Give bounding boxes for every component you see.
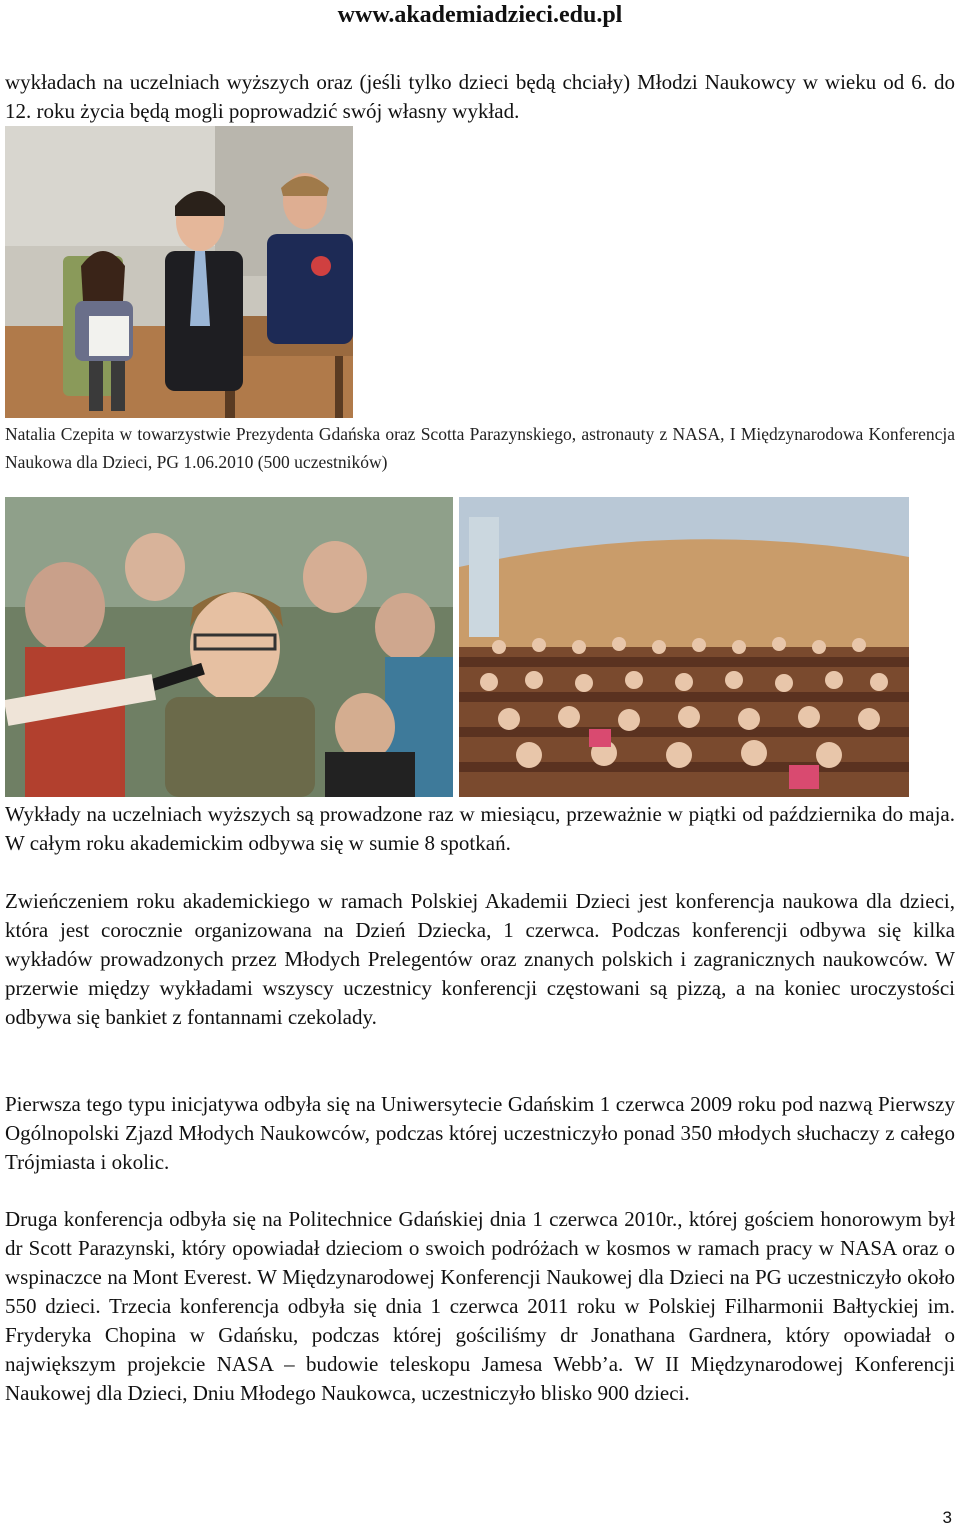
- paragraph-second-third-conference: Druga konferencja odbyła się na Politechnice Gdańskiej dnia 1 czerwca 2010r., której gościem honorowym był dr Scott Parazynski, który opowiadał dzieciom o swoich podróżach w kosmos w ramach pracy w NASA oraz o wspinaczce na Mont Everest. W Międzynarodowej Konferencji Naukowej dla Dzieci na PG uczestniczyło około 550 dzieci. Trzecia konferencja odbyła się dnia 1 czerwca 2011 roku w Polskiej Filharmonii Bałtyckiej im. Fryderyka Chopina w Gdańsku, podczas której gościliśmy dr Jonathana Gardnera, który opowiadał o największym projekcie NASA – budowie teleskopu Jamesa Webb’a. W II Międzynarodowej Konferencji Naukowej dla Dzieci, Dniu Młodego Naukowca, uczestniczyło blisko 900 dzieci.: [5, 1207, 955, 1405]
- photo-natalia-with-mayor-and-astronaut: [5, 126, 353, 418]
- paragraph-conference: Zwieńczeniem roku akademickiego w ramach Polskiej Akademii Dzieci jest konferencja naukowa dla dzieci, która jest corocznie organizowana na Dzień Dziecka, 1 czerwca. Podczas konferencji odbywa się kilka wykładów prowadzonych przez Młodych Prelegentów oraz znanych polskich i zagranicznych naukowców. W przerwie między wykładami wszyscy uczestnicy konferencji częstowani są pizzą, a na koniec uroczystości odbywa się bankiet z fontannami czekolady.: [5, 889, 955, 1029]
- photo1-caption: Natalia Czepita w towarzystwie Prezydenta Gdańska oraz Scotta Parazynskiego, astronauty z NASA, I Międzynarodowa Konferencja Naukowa dla Dzieci, PG 1.06.2010 (500 uczestników): [5, 424, 955, 472]
- paragraph-lectures: Wykłady na uczelniach wyższych są prowadzone raz w miesiącu, przeważnie w piątki od października do maja. W całym roku akademickim odbywa się w sumie 8 spotkań.: [5, 802, 955, 855]
- page-number: 3: [942, 1508, 952, 1527]
- site-header: www.akademiadzieci.edu.pl: [337, 2, 623, 28]
- photo-boy-with-microphone: [5, 497, 453, 797]
- photo-lecture-hall: [459, 497, 909, 797]
- intro-paragraph: wykładach na uczelniach wyższych oraz (jeśli tylko dzieci będą chciały) Młodzi Naukowcy w wieku od 6. do 12. roku życia będą mogli poprowadzić swój własny wykład.: [5, 70, 955, 123]
- paragraph-first-conference: Pierwsza tego typu inicjatywa odbyła się na Uniwersytecie Gdańskim 1 czerwca 2009 roku pod nazwą Pierwszy Ogólnopolski Zjazd Młodych Naukowców, podczas której uczestniczyło ponad 350 młodych słuchaczy z całego Trójmiasta i okolic.: [5, 1092, 955, 1174]
